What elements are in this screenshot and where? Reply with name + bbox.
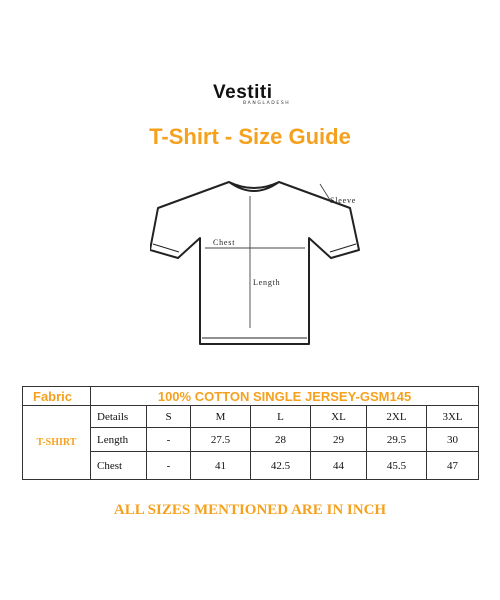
table-cell: 42.5 xyxy=(251,452,311,480)
table-cell: - xyxy=(147,428,191,452)
table-cell: 47 xyxy=(427,452,479,480)
row-label: Chest xyxy=(91,452,147,480)
table-cell: 27.5 xyxy=(191,428,251,452)
product-label: T-SHIRT xyxy=(23,406,91,480)
table-cell: 44 xyxy=(311,452,367,480)
header-cell: 3XL xyxy=(427,406,479,428)
length-label: Length xyxy=(253,278,281,287)
chest-label: Chest xyxy=(213,238,236,247)
header-cell: L xyxy=(251,406,311,428)
fabric-row xyxy=(23,387,479,406)
brand-tagline: BANGLADESH xyxy=(243,101,291,106)
header-cell: S xyxy=(147,406,191,428)
table-header-row xyxy=(23,406,479,428)
brand-name: Vestiti xyxy=(213,82,273,103)
units-note: ALL SIZES MENTIONED ARE IN INCH xyxy=(113,502,387,518)
table-row xyxy=(23,428,479,452)
table-cell: 45.5 xyxy=(367,452,427,480)
table-cell: 41 xyxy=(191,452,251,480)
table-cell: 29 xyxy=(311,428,367,452)
fabric-value: 100% COTTON SINGLE JERSEY-GSM145 xyxy=(91,387,479,406)
table-cell: - xyxy=(147,452,191,480)
header-cell: 2XL xyxy=(367,406,427,428)
size-table xyxy=(22,386,479,480)
row-label: Length xyxy=(91,428,147,452)
table-cell: 30 xyxy=(427,428,479,452)
header-cell: M xyxy=(191,406,251,428)
brand-logo xyxy=(213,82,293,108)
fabric-label: Fabric xyxy=(23,387,91,406)
table-cell: 28 xyxy=(251,428,311,452)
header-cell: XL xyxy=(311,406,367,428)
page-title: T-Shirt - Size Guide xyxy=(149,124,351,149)
table-row xyxy=(23,452,479,480)
table-cell: 29.5 xyxy=(367,428,427,452)
sleeve-label: Sleeve xyxy=(330,196,357,205)
tshirt-diagram xyxy=(150,178,370,353)
header-cell: Details xyxy=(91,406,147,428)
